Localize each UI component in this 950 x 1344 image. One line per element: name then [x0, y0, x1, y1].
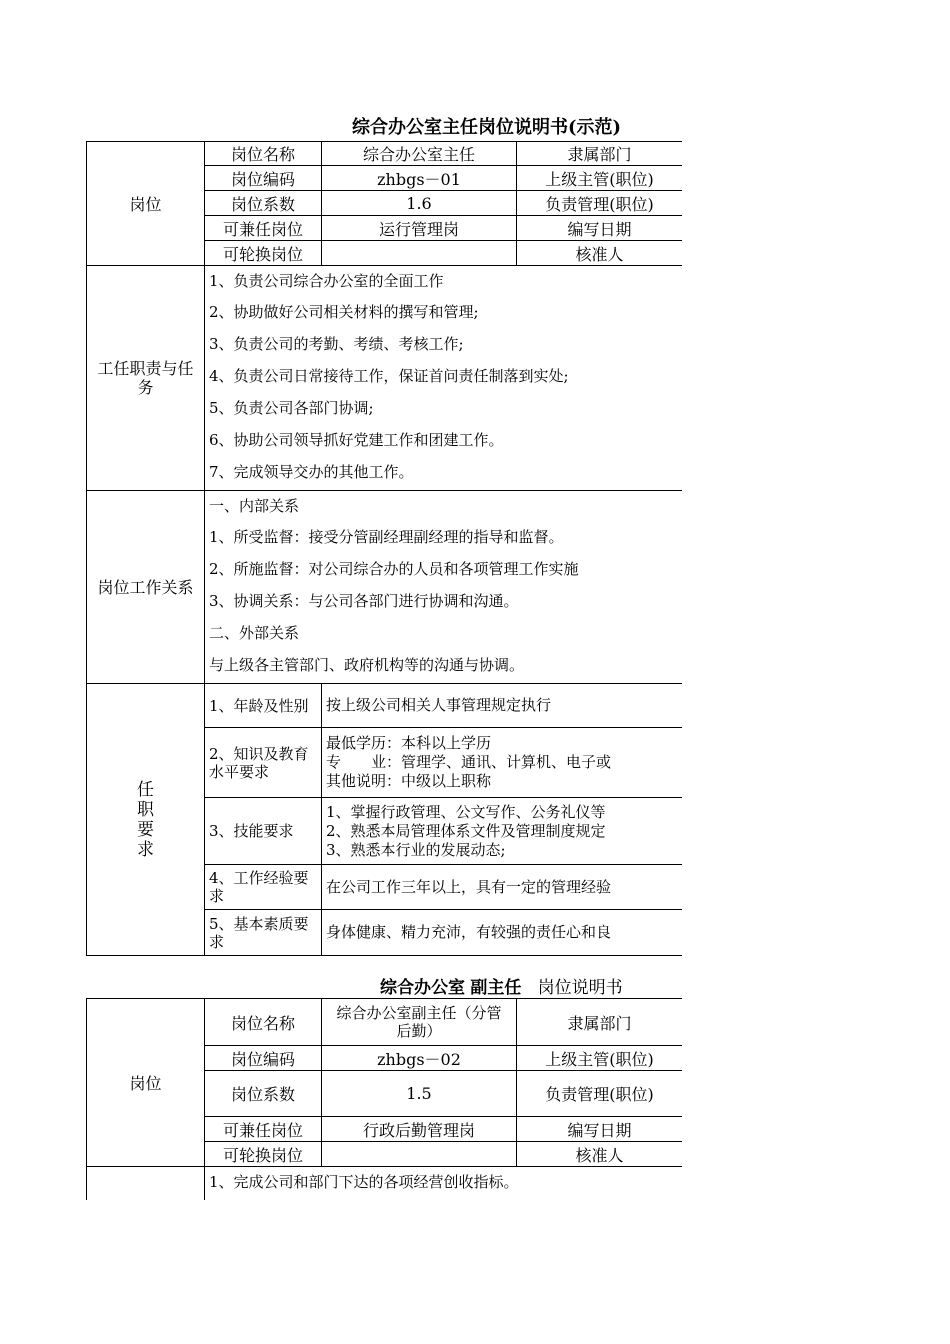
doc1-section-gangwei: 岗位	[87, 142, 205, 266]
duty-item: 6、协助公司领导抓好党建工作和团建工作。	[209, 431, 504, 449]
doc1-section-relations: 岗位工作关系	[87, 491, 205, 684]
doc1-label-approver: 核准人	[517, 241, 683, 266]
doc1-table-wrapper	[86, 141, 682, 956]
duty-item: 4、负责公司日常接待工作，保证首问责任制落到实处;	[209, 367, 569, 385]
relation-item: 3、协调关系：与公司各部门进行协调和沟通。	[209, 592, 519, 610]
requirement-label: 1、年龄及性别	[205, 684, 322, 728]
duty-item: 1、负责公司综合办公室的全面工作	[209, 272, 444, 290]
duty-item: 3、负责公司的考勤、考绩、考核工作;	[209, 335, 464, 353]
doc2-duties-row	[87, 1167, 683, 1201]
doc2-title-dept: 综合办公室	[380, 978, 465, 998]
doc1-section-duties: 工任职责与任务	[87, 266, 205, 491]
doc1-value-coefficient: 1.6	[322, 191, 517, 216]
doc1-label-write-date: 编写日期	[517, 216, 683, 241]
doc1-value-position-name: 综合办公室主任	[322, 142, 517, 166]
doc2-duties-cell	[205, 1167, 683, 1201]
doc2-value-position-code: zhbgs－02	[322, 1046, 517, 1071]
relation-item: 二、外部关系	[209, 624, 300, 642]
requirement-label: 3、技能要求	[205, 798, 322, 865]
duty-item: 2、协助做好公司相关材料的撰写和管理;	[209, 303, 479, 321]
doc2-title	[380, 977, 623, 999]
doc1-title: 综合办公室主任岗位说明书(示范)	[352, 117, 622, 138]
doc2-label-position-code: 岗位编码	[205, 1046, 322, 1071]
doc2-label-coefficient: 岗位系数	[205, 1071, 322, 1117]
doc2-label-rotation: 可轮换岗位	[205, 1142, 322, 1167]
doc2-table	[86, 998, 682, 1200]
doc1-value-rotation	[322, 241, 517, 266]
doc1-info-row	[87, 142, 683, 166]
requirement-label: 4、工作经验要求	[205, 865, 322, 910]
relation-item: 一、内部关系	[209, 497, 300, 515]
doc2-value-position-name: 综合办公室副主任（分管后勤）	[322, 999, 517, 1046]
requirement-label: 2、知识及教育水平要求	[205, 728, 322, 798]
doc2-value-concurrent: 行政后勤管理岗	[322, 1117, 517, 1142]
doc2-label-supervisor: 上级主管(职位)	[517, 1046, 683, 1071]
duty-item: 1、完成公司和部门下达的各项经营创收指标。	[209, 1173, 519, 1191]
doc1-value-position-code: zhbgs－01	[322, 166, 517, 191]
duty-item: 5、负责公司各部门协调;	[209, 399, 374, 417]
doc2-info-row	[87, 999, 683, 1046]
requirement-label: 5、基本素质要求	[205, 910, 322, 956]
doc2-title-role: 副主任	[470, 978, 522, 998]
relation-item: 与上级各主管部门、政府机构等的沟通与协调。	[209, 656, 525, 674]
doc1-table	[86, 141, 682, 956]
doc1-label-position-code: 岗位编码	[205, 166, 322, 191]
doc1-label-coefficient: 岗位系数	[205, 191, 322, 216]
doc2-section-duties	[87, 1167, 205, 1201]
doc2-value-rotation	[322, 1142, 517, 1167]
doc2-label-department: 隶属部门	[517, 999, 683, 1046]
requirement-value: 1、掌握行政管理、公文写作、公务礼仪等 2、熟悉本局管理体系文件及管理制度规定 3、熟悉本行业的发展动态;	[322, 798, 683, 865]
doc2-title-suffix: 岗位说明书	[537, 978, 623, 998]
requirement-value: 身体健康、精力充沛，有较强的责任心和良	[322, 910, 683, 956]
requirement-value: 在公司工作三年以上，具有一定的管理经验	[322, 865, 683, 910]
requirement-value: 最低学历：本科以上学历 专 业：管理学、通讯、计算机、电子或 其他说明：中级以上职称	[322, 728, 683, 798]
doc2-table-wrapper	[86, 998, 682, 1200]
doc1-relations-row	[87, 491, 683, 684]
doc1-duties-cell	[205, 266, 683, 491]
doc1-label-rotation: 可轮换岗位	[205, 241, 322, 266]
requirement-row	[87, 684, 683, 728]
doc1-label-department: 隶属部门	[517, 142, 683, 166]
doc1-section-requirements: 任职要求	[87, 684, 205, 956]
doc2-section-gangwei: 岗位	[87, 999, 205, 1167]
doc2-label-write-date: 编写日期	[517, 1117, 683, 1142]
doc1-label-concurrent: 可兼任岗位	[205, 216, 322, 241]
doc1-label-manages: 负责管理(职位)	[517, 191, 683, 216]
doc2-label-manages: 负责管理(职位)	[517, 1071, 683, 1117]
doc1-label-supervisor: 上级主管(职位)	[517, 166, 683, 191]
duty-item: 7、完成领导交办的其他工作。	[209, 463, 414, 481]
doc2-label-position-name: 岗位名称	[205, 999, 322, 1046]
doc1-value-concurrent: 运行管理岗	[322, 216, 517, 241]
relation-item: 1、所受监督：接受分管副经理副经理的指导和监督。	[209, 528, 564, 546]
doc1-label-position-name: 岗位名称	[205, 142, 322, 166]
requirement-value: 按上级公司相关人事管理规定执行	[322, 684, 683, 728]
doc2-label-approver: 核准人	[517, 1142, 683, 1167]
doc1-relations-cell	[205, 491, 683, 684]
relation-item: 2、所施监督：对公司综合办的人员和各项管理工作实施	[209, 560, 579, 578]
doc2-value-coefficient: 1.5	[322, 1071, 517, 1117]
doc1-duties-row	[87, 266, 683, 491]
doc2-label-concurrent: 可兼任岗位	[205, 1117, 322, 1142]
